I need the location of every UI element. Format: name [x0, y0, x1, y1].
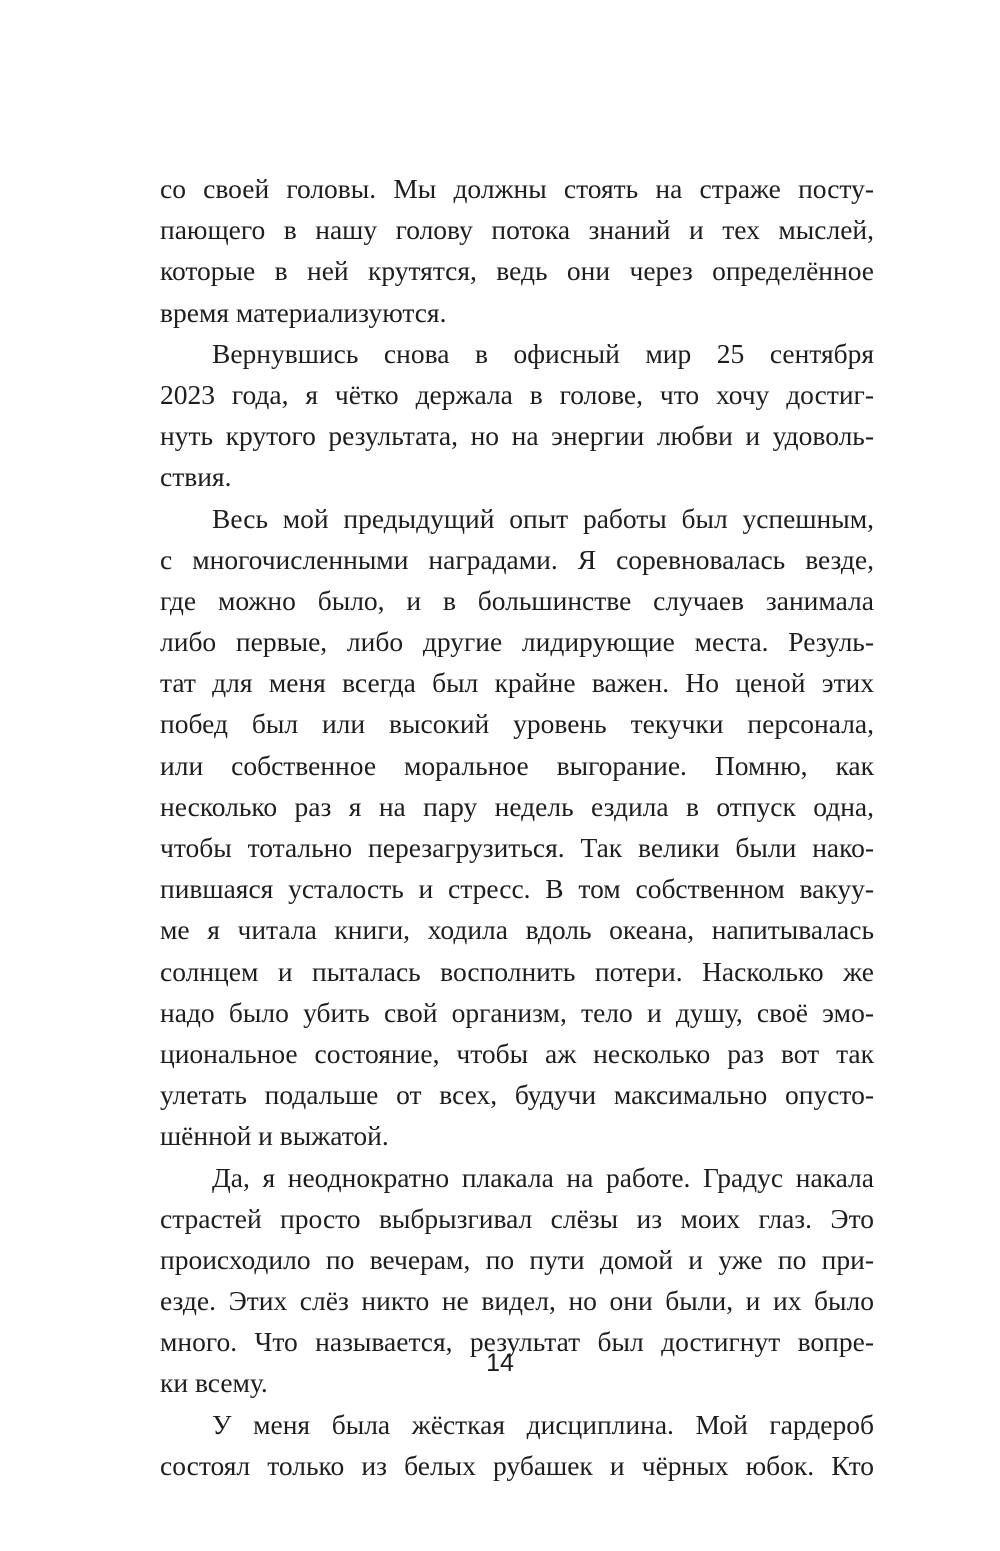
text-line: с многочисленными наградами. Я соревновалась везде, [160, 543, 874, 575]
text-line: тат для меня всегда был крайне важен. Но ценой этих [160, 667, 874, 699]
text-line: время материализуются. [160, 296, 447, 328]
text-line: страстей просто выбрызгивал слёзы из моих глаз. Это [160, 1202, 874, 1234]
text-line: происходило по вечерам, по пути домой и уже по при- [160, 1243, 874, 1275]
text-line: или собственное моральное выгорание. Помню, как [160, 749, 874, 781]
paragraph [160, 1404, 874, 1486]
text-line: Весь мой предыдущий опыт работы был успешным, [212, 502, 874, 534]
text-line: много. Что называется, результат был достигнут вопре- [160, 1326, 874, 1358]
text-line: либо первые, либо другие лидирующие места. Резуль- [160, 626, 874, 658]
paragraph [160, 333, 874, 498]
text-line: циональное состояние, чтобы аж несколько раз вот так [160, 1037, 874, 1069]
paragraph [160, 168, 874, 333]
text-line: чтобы тотально перезагрузиться. Так велики были нако- [160, 832, 874, 863]
text-line: состоял только из белых рубашек и чёрных юбок. Кто [160, 1449, 874, 1481]
body-text [160, 168, 874, 1486]
text-line: со своей головы. Мы должны стоять на страже посту- [160, 173, 874, 204]
text-line: ки всему. [160, 1367, 268, 1399]
text-line: нуть крутого результата, но на энергии любви и удоволь- [160, 420, 874, 452]
page-number: 14 [486, 1349, 514, 1377]
text-line: пающего в нашу голову потока знаний и тех мыслей, [160, 214, 874, 246]
text-line: где можно было, и в большинстве случаев занимала [160, 584, 874, 616]
text-line: пившаяся усталость и стресс. В том собственном вакуу- [160, 873, 874, 905]
text-line: ствия. [160, 461, 232, 493]
paragraph [160, 498, 874, 1157]
text-line: побед был или высокий уровень текучки персонала, [160, 708, 874, 740]
text-line: улетать подальше от всех, будучи максимально опусто- [160, 1079, 874, 1111]
text-line: шённой и выжатой. [160, 1120, 389, 1152]
text-line: У меня была жёсткая дисциплина. Мой гардероб [212, 1408, 874, 1440]
text-line: езде. Этих слёз никто не видел, но они были, и их было [160, 1285, 874, 1317]
text-line: надо было убить свой организм, тело и душу, своё эмо- [160, 996, 874, 1028]
text-line: ме я читала книги, ходила вдоль океана, напитывалась [160, 914, 874, 946]
text-line: Да, я неоднократно плакала на работе. Градус накала [212, 1161, 874, 1193]
text-line: несколько раз я на пару недель ездила в отпуск одна, [160, 790, 874, 822]
text-line: Вернувшись снова в офисный мир 25 сентября [212, 337, 874, 369]
text-line: солнцем и пыталась восполнить потери. Насколько же [160, 955, 874, 987]
text-line: которые в ней крутятся, ведь они через определённое [160, 255, 874, 287]
text-line: 2023 года, я чётко держала в голове, что хочу достиг- [160, 378, 874, 410]
